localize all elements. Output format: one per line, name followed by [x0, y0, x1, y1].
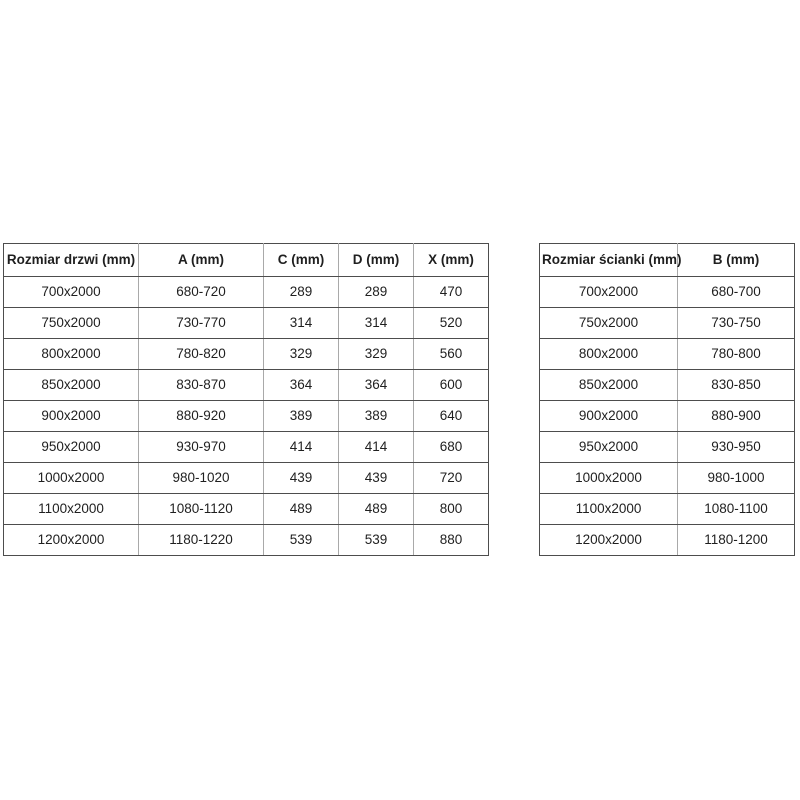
table-row: [540, 401, 795, 432]
cell: 489: [339, 494, 414, 525]
header-cell: B (mm): [678, 244, 795, 277]
cell: 1000x2000: [540, 463, 678, 494]
cell: 880-920: [139, 401, 264, 432]
table-row: [540, 463, 795, 494]
header-row: [4, 244, 489, 277]
cell: 1200x2000: [540, 525, 678, 556]
cell: 930-970: [139, 432, 264, 463]
cell: 800x2000: [4, 339, 139, 370]
wall-size-table: [539, 243, 795, 556]
header-cell: D (mm): [339, 244, 414, 277]
cell: 1200x2000: [4, 525, 139, 556]
cell: 520: [414, 308, 489, 339]
cell: 640: [414, 401, 489, 432]
cell: 850x2000: [540, 370, 678, 401]
cell: 1000x2000: [4, 463, 139, 494]
cell: 329: [264, 339, 339, 370]
cell: 700x2000: [4, 277, 139, 308]
cell: 414: [339, 432, 414, 463]
table-row: [540, 308, 795, 339]
cell: 950x2000: [4, 432, 139, 463]
cell: 1080-1100: [678, 494, 795, 525]
cell: 1180-1200: [678, 525, 795, 556]
table-row: [540, 339, 795, 370]
header-cell: X (mm): [414, 244, 489, 277]
door-size-table: [3, 243, 489, 556]
cell: 560: [414, 339, 489, 370]
cell: 389: [339, 401, 414, 432]
cell: 730-770: [139, 308, 264, 339]
cell: 750x2000: [540, 308, 678, 339]
table-row: [4, 308, 489, 339]
cell: 364: [264, 370, 339, 401]
cell: 289: [339, 277, 414, 308]
cell: 980-1000: [678, 463, 795, 494]
cell: 364: [339, 370, 414, 401]
cell: 289: [264, 277, 339, 308]
table-row: [4, 432, 489, 463]
cell: 489: [264, 494, 339, 525]
cell: 539: [264, 525, 339, 556]
cell: 700x2000: [540, 277, 678, 308]
table-row: [540, 432, 795, 463]
cell: 900x2000: [540, 401, 678, 432]
cell: 389: [264, 401, 339, 432]
cell: 880: [414, 525, 489, 556]
table-row: [4, 525, 489, 556]
cell: 720: [414, 463, 489, 494]
table-row: [4, 277, 489, 308]
cell: 680-700: [678, 277, 795, 308]
header-cell: Rozmiar ścianki (mm): [540, 244, 678, 277]
table-row: [4, 370, 489, 401]
cell: 800: [414, 494, 489, 525]
table-row: [540, 370, 795, 401]
header-cell: Rozmiar drzwi (mm): [4, 244, 139, 277]
cell: 950x2000: [540, 432, 678, 463]
cell: 414: [264, 432, 339, 463]
cell: 314: [264, 308, 339, 339]
cell: 830-850: [678, 370, 795, 401]
cell: 980-1020: [139, 463, 264, 494]
table-row: [540, 494, 795, 525]
header-cell: A (mm): [139, 244, 264, 277]
cell: 850x2000: [4, 370, 139, 401]
cell: 1100x2000: [540, 494, 678, 525]
cell: 800x2000: [540, 339, 678, 370]
cell: 329: [339, 339, 414, 370]
cell: 780-800: [678, 339, 795, 370]
cell: 1100x2000: [4, 494, 139, 525]
header-cell: C (mm): [264, 244, 339, 277]
cell: 680-720: [139, 277, 264, 308]
cell: 1180-1220: [139, 525, 264, 556]
cell: 730-750: [678, 308, 795, 339]
cell: 600: [414, 370, 489, 401]
cell: 780-820: [139, 339, 264, 370]
cell: 900x2000: [4, 401, 139, 432]
table-row: [540, 525, 795, 556]
table-row: [540, 277, 795, 308]
cell: 539: [339, 525, 414, 556]
cell: 1080-1120: [139, 494, 264, 525]
cell: 470: [414, 277, 489, 308]
cell: 880-900: [678, 401, 795, 432]
table-row: [4, 463, 489, 494]
cell: 439: [264, 463, 339, 494]
table-row: [4, 401, 489, 432]
cell: 439: [339, 463, 414, 494]
table-row: [4, 339, 489, 370]
cell: 314: [339, 308, 414, 339]
cell: 750x2000: [4, 308, 139, 339]
cell: 930-950: [678, 432, 795, 463]
table-row: [4, 494, 489, 525]
cell: 680: [414, 432, 489, 463]
cell: 830-870: [139, 370, 264, 401]
header-row: [540, 244, 795, 277]
